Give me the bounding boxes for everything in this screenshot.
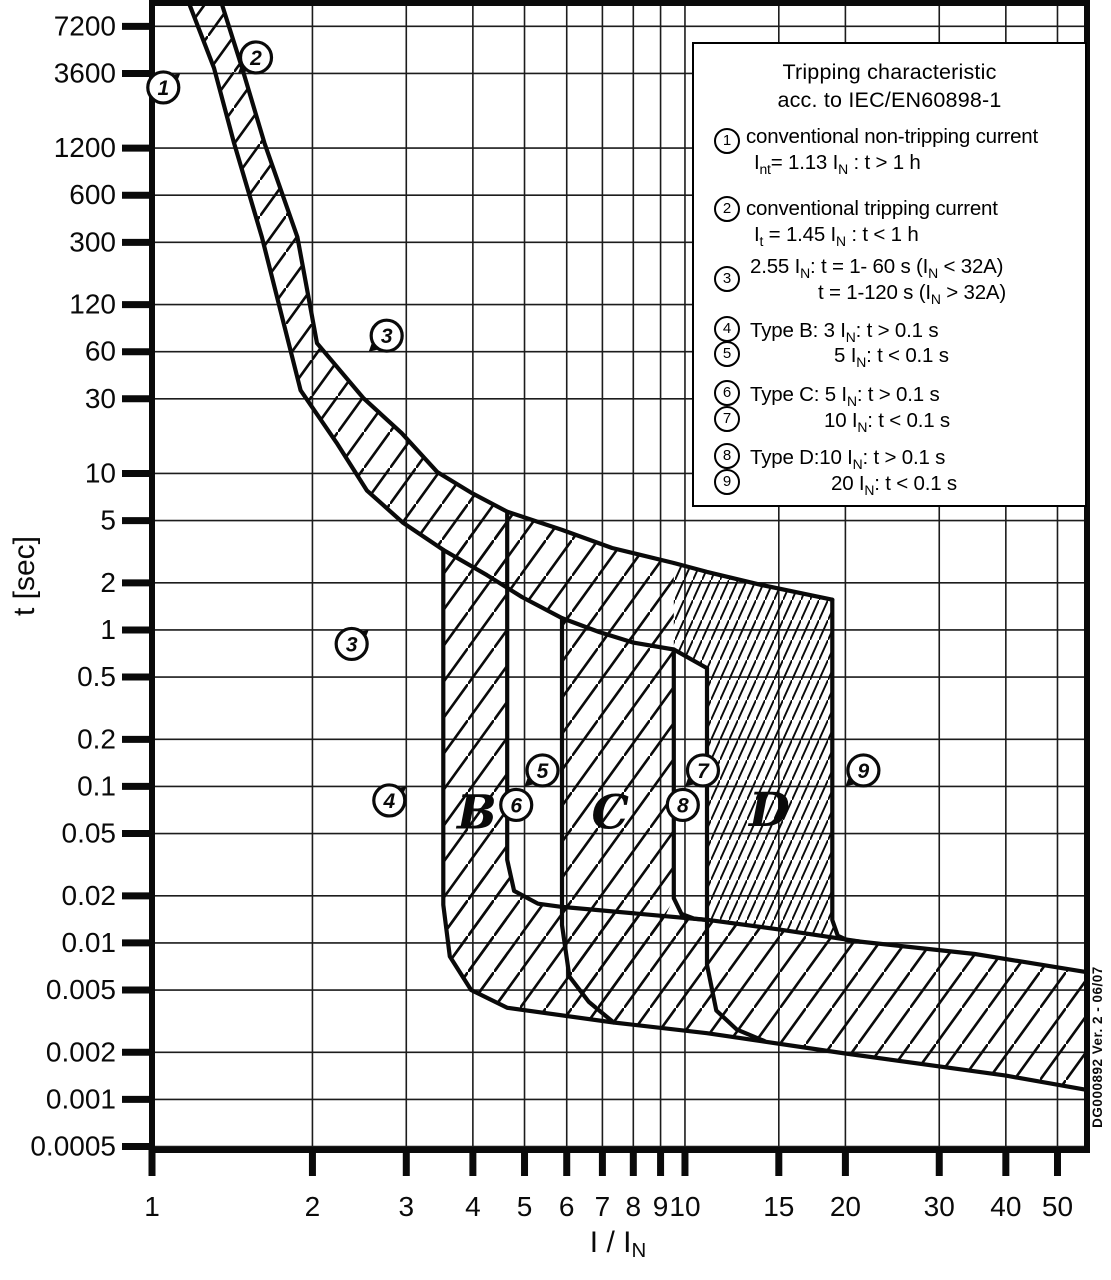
y-tick-label-0.1: 0.1 [77,770,116,802]
legend-item-1-line1: conventional non-tripping current [746,125,1038,148]
legend-title [694,58,1085,114]
thermal-band [189,3,674,650]
legend-item-number-2: 2 [714,196,740,222]
legend-item-5-line1: 5 $I_N$: t < 0.1 s [834,344,949,371]
y-tick-label-30: 30 [84,382,116,414]
legend-item-1-line2: $I_{nt}= 1.13$ $I_N$ : t > 1 h [754,151,921,178]
legend-item-9-line1: 20 $I_N$: t < 0.1 s [831,472,957,499]
marker-8-8 [667,789,698,820]
y-tick-label-1: 1 [100,613,116,645]
legend-box [692,42,1087,507]
x-tick-label-50: 50 [1041,1191,1074,1222]
x-tick-label-7: 7 [594,1191,611,1222]
x-tick-label-40: 40 [990,1191,1022,1222]
y-tick-label-0.05: 0.05 [61,817,116,849]
legend-item-3-line1: 2.55 $I_N$: t = 1- 60 s $(I_N < 32A)$ [750,255,1004,282]
y-tick-label-5: 5 [100,504,116,536]
marker-7-7 [685,755,718,786]
x-tick-label-15: 15 [763,1191,795,1222]
marker-9-9 [845,755,878,786]
y-tick-label-0.5: 0.5 [77,661,116,693]
region-label-B: B [457,785,497,841]
marker-number: 4 [383,789,396,813]
marker-4-4 [374,785,407,816]
marker-number: 3 [380,325,393,349]
region-label-C: C [591,785,629,841]
marker-number: 2 [250,46,262,70]
y-tick-label-7200: 7200 [53,10,116,42]
legend-item-7-line1: 10 $I_N$: t < 0.1 s [824,409,950,436]
legend-item-number-4: 4 [714,316,740,342]
marker-1-0 [148,72,181,103]
y-tick-label-0.001: 0.001 [45,1083,116,1115]
legend-item-number-6: 6 [714,380,740,406]
x-tick-label-3: 3 [398,1191,415,1222]
marker-number: 8 [676,794,689,818]
x-tick-label-9: 9 [652,1191,669,1222]
legend-item-4-line1: Type B: 3 $I_N$: t > 0.1 s [750,319,939,346]
y-tick-label-0.0005: 0.0005 [30,1130,116,1162]
x-tick-label-30: 30 [923,1191,955,1222]
legend-item-number-1: 1 [714,128,740,154]
marker-number: 6 [510,794,523,818]
marker-number: 9 [857,759,870,783]
x-tick-label-8: 8 [625,1191,642,1222]
marker-3-2 [369,320,402,352]
x-tick-label-5: 5 [516,1191,533,1222]
legend-item-number-7: 7 [714,406,740,432]
y-tick-label-1200: 1200 [53,132,116,164]
x-tick-label-4: 4 [465,1191,481,1222]
y-tick-label-0.02: 0.02 [61,879,116,911]
legend-item-2-line1: conventional tripping current [746,197,998,220]
legend-item-3-line2: t = 1-120 s $(I_N > 32A)$ [818,281,1006,308]
legend-item-number-5: 5 [714,341,740,367]
legend-item-number-8: 8 [714,443,740,469]
y-tick-label-0.2: 0.2 [77,723,116,755]
region-label-D: D [748,782,790,838]
y-tick-label-600: 600 [69,179,116,211]
x-axis-label: I / IN [589,1226,647,1262]
x-tick-label-1: 1 [144,1191,160,1222]
y-tick-label-120: 120 [69,288,116,320]
marker-number: 1 [157,76,170,100]
y-tick-label-3600: 3600 [53,57,116,89]
marker-3-3 [336,628,369,659]
y-tick-label-0.002: 0.002 [45,1036,116,1068]
y-tick-label-0.005: 0.005 [45,974,116,1006]
y-tick-label-60: 60 [84,335,116,367]
marker-2-1 [238,42,272,73]
x-tick-label-6: 6 [558,1191,575,1222]
y-tick-label-0.01: 0.01 [61,926,116,958]
legend-item-8-line1: Type D:10 $I_N$: t > 0.1 s [750,446,946,473]
legend-title-line2: acc. to IEC/EN60898-1 [777,88,1002,112]
y-tick-label-2: 2 [100,566,116,598]
legend-item-number-3: 3 [714,266,740,292]
marker-number: 7 [697,759,709,783]
legend-title-line1: Tripping characteristic [782,60,997,84]
x-tick-label-10: 10 [669,1191,701,1222]
y-tick-label-300: 300 [69,226,116,258]
marker-number: 3 [345,633,358,657]
legend-item-2-line2: $I_t = 1.45$ $I_N$ : t < 1 h [754,223,919,250]
side-note: DG000892 Ver. 2 - 06/07 [1090,966,1105,1128]
marker-number: 5 [536,759,549,783]
y-axis-label: t [sec] [8,535,41,617]
legend-item-6-line1: Type C: 5 $I_N$: t > 0.1 s [750,383,940,410]
marker-5-5 [525,755,559,786]
legend-item-number-9: 9 [714,469,740,495]
x-tick-label-20: 20 [829,1191,861,1222]
marker-6-6 [501,789,532,820]
x-tick-label-2: 2 [304,1191,321,1222]
y-tick-label-10: 10 [84,457,116,489]
